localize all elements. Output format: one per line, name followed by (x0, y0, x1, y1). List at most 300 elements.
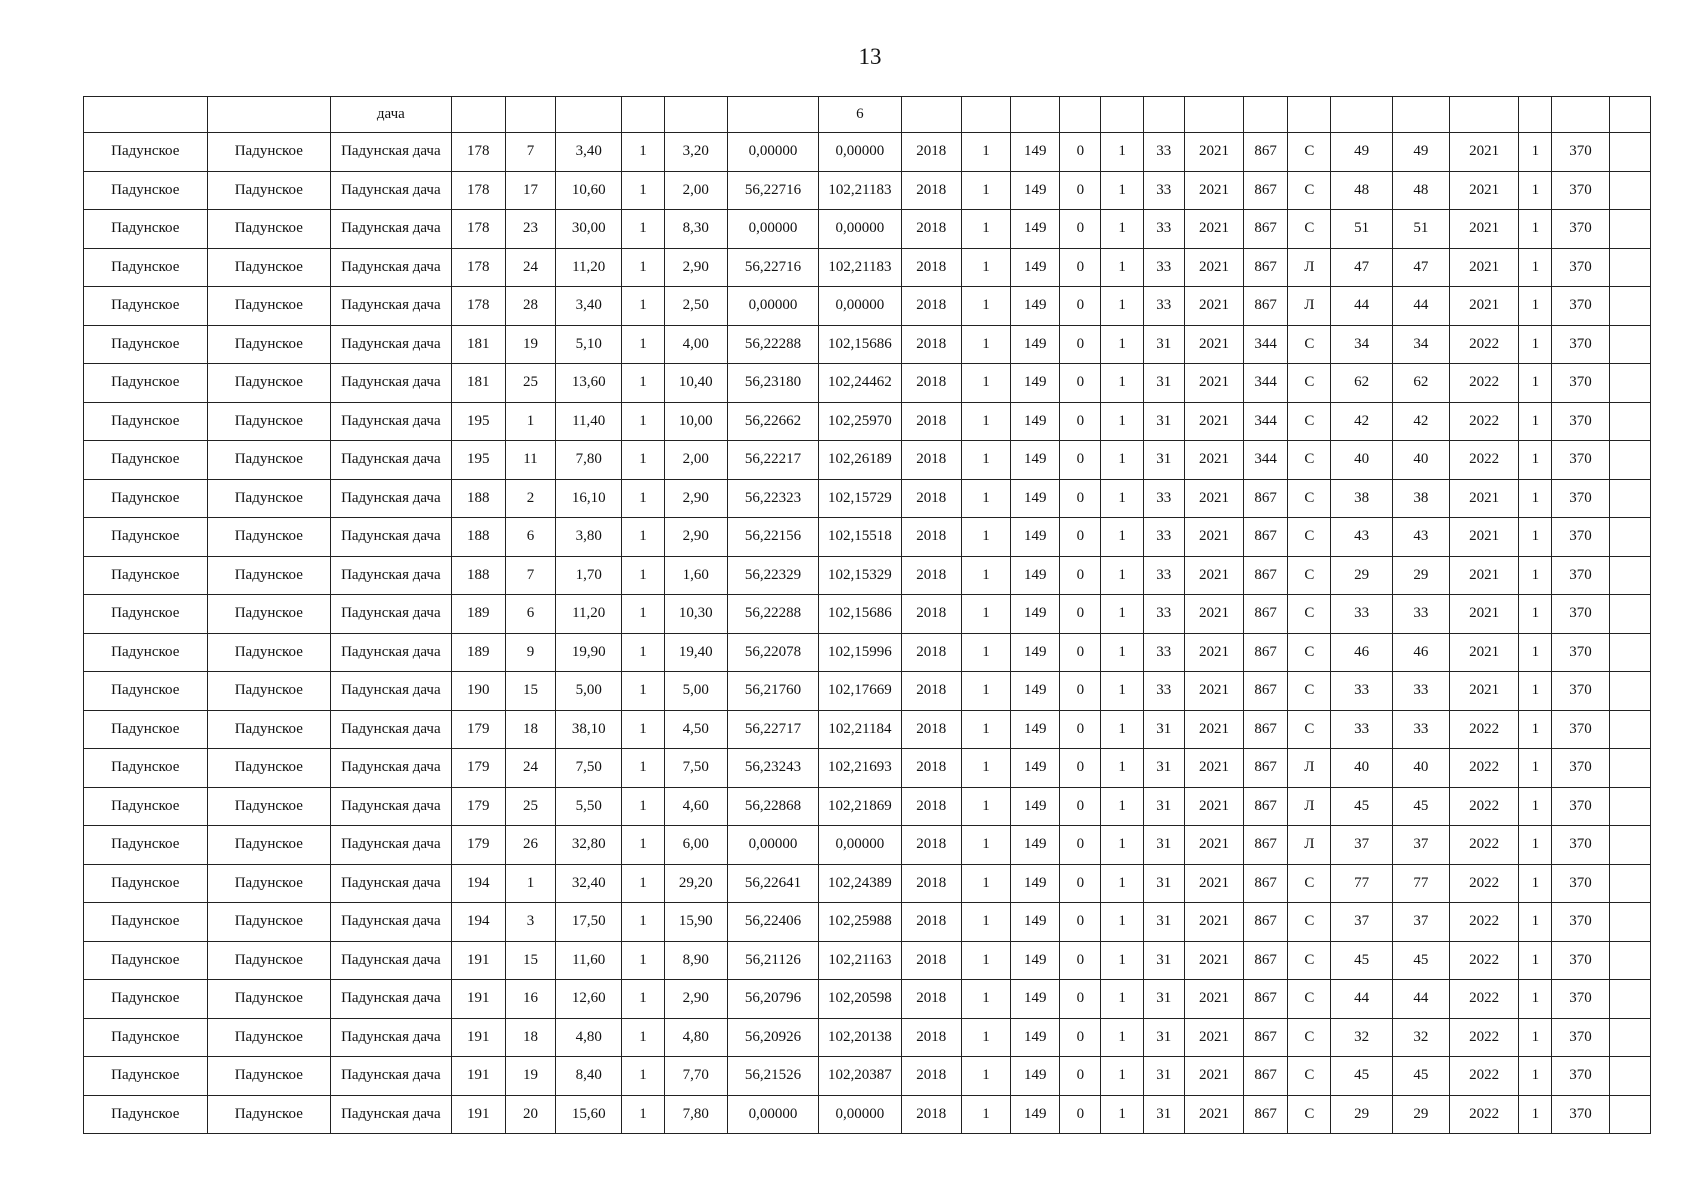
table-cell: 1 (622, 1057, 664, 1096)
table-cell: 2021 (1449, 672, 1518, 711)
table-cell: Падунское (207, 710, 331, 749)
table-cell: 102,25970 (819, 402, 901, 441)
table-row (84, 633, 1651, 672)
table-cell (1609, 672, 1650, 711)
table-cell (1244, 97, 1288, 133)
table-cell: 370 (1552, 1018, 1609, 1057)
table-cell: 867 (1244, 672, 1288, 711)
table-cell: 32,80 (556, 826, 622, 865)
table-cell: 0 (1060, 479, 1101, 518)
table-cell: 18 (505, 710, 555, 749)
table-cell (1609, 364, 1650, 403)
table-cell: 1 (1519, 595, 1552, 634)
table-cell: 102,17669 (819, 672, 901, 711)
table-cell: 149 (1011, 941, 1060, 980)
table-cell: 867 (1244, 171, 1288, 210)
table-cell: 102,15686 (819, 595, 901, 634)
table-cell: 2018 (901, 479, 961, 518)
table-cell: 31 (1143, 1057, 1184, 1096)
table-cell: 37 (1392, 826, 1449, 865)
table-cell: 47 (1392, 248, 1449, 287)
table-cell: 1 (1101, 595, 1143, 634)
table-cell: Падунская дача (331, 171, 452, 210)
table-cell (1392, 97, 1449, 133)
table-cell: 1 (1101, 248, 1143, 287)
table-cell: Л (1288, 749, 1331, 788)
table-cell: 149 (1011, 364, 1060, 403)
table-cell: 1 (1101, 749, 1143, 788)
table-cell: 0 (1060, 826, 1101, 865)
table-cell: С (1288, 864, 1331, 903)
table-cell: 370 (1552, 441, 1609, 480)
table-cell: 33 (1143, 133, 1184, 172)
table-cell: 1 (1101, 980, 1143, 1019)
table-cell: 56,22716 (727, 248, 818, 287)
table-cell: 46 (1392, 633, 1449, 672)
table-cell (1609, 749, 1650, 788)
table-cell: 370 (1552, 826, 1609, 865)
table-cell: 19,90 (556, 633, 622, 672)
table-cell: 10,40 (664, 364, 727, 403)
table-cell (901, 97, 961, 133)
table-cell: 191 (451, 1057, 505, 1096)
table-cell: 1 (622, 133, 664, 172)
table-cell: 149 (1011, 749, 1060, 788)
table-cell: 56,22323 (727, 479, 818, 518)
table-cell: 2018 (901, 1057, 961, 1096)
table-cell: Падунское (84, 595, 208, 634)
table-cell (1609, 903, 1650, 942)
table-cell: 2021 (1184, 325, 1243, 364)
table-cell: 102,21693 (819, 749, 901, 788)
table-cell: 2022 (1449, 941, 1518, 980)
table-cell: 33 (1392, 672, 1449, 711)
table-cell: 2022 (1449, 364, 1518, 403)
table-cell: 1 (961, 941, 1010, 980)
table-cell: 0 (1060, 210, 1101, 249)
table-cell: Падунская дача (331, 903, 452, 942)
table-cell (1609, 518, 1650, 557)
table-cell: 56,23180 (727, 364, 818, 403)
table-cell: 56,22716 (727, 171, 818, 210)
table-cell: 31 (1143, 402, 1184, 441)
table-cell: 2021 (1449, 556, 1518, 595)
table-cell: 149 (1011, 171, 1060, 210)
table-cell: 4,80 (556, 1018, 622, 1057)
table-cell: 181 (451, 364, 505, 403)
table-cell: Падунское (207, 1057, 331, 1096)
table-cell: 16,10 (556, 479, 622, 518)
table-cell: 1 (961, 287, 1010, 326)
table-cell: 1 (1519, 1095, 1552, 1134)
table-row (84, 595, 1651, 634)
table-cell: 26 (505, 826, 555, 865)
table-cell: 189 (451, 633, 505, 672)
table-cell: 0 (1060, 710, 1101, 749)
table-cell: 44 (1331, 980, 1392, 1019)
table-row (84, 710, 1651, 749)
table-cell: 2021 (1184, 210, 1243, 249)
table-cell: 1 (1519, 210, 1552, 249)
table-cell: 344 (1244, 364, 1288, 403)
table-cell: 2018 (901, 364, 961, 403)
table-cell: С (1288, 633, 1331, 672)
table-cell: 15 (505, 672, 555, 711)
table-cell: 178 (451, 287, 505, 326)
table-cell: 29 (1392, 556, 1449, 595)
table-cell: 102,15996 (819, 633, 901, 672)
table-cell: 1 (1519, 980, 1552, 1019)
table-cell: 1 (1101, 903, 1143, 942)
table-cell (1609, 1018, 1650, 1057)
table-cell: 178 (451, 133, 505, 172)
table-cell: 1 (1101, 710, 1143, 749)
table-body (84, 97, 1651, 1134)
table-cell: Падунское (84, 1095, 208, 1134)
table-cell: Падунское (84, 171, 208, 210)
table-cell: Падунское (207, 672, 331, 711)
table-cell: 12,60 (556, 980, 622, 1019)
table-cell: 9 (505, 633, 555, 672)
table-cell: 2021 (1449, 479, 1518, 518)
table-cell: 2021 (1449, 633, 1518, 672)
table-row (84, 287, 1651, 326)
table-cell: 370 (1552, 710, 1609, 749)
table-cell (1288, 97, 1331, 133)
table-cell: 1 (961, 518, 1010, 557)
table-cell: С (1288, 595, 1331, 634)
table-cell: 56,22868 (727, 787, 818, 826)
table-cell: 1 (961, 248, 1010, 287)
table-cell: Падунское (84, 364, 208, 403)
table-cell: 188 (451, 518, 505, 557)
table-cell: Л (1288, 826, 1331, 865)
table-cell: 149 (1011, 556, 1060, 595)
table-cell: 31 (1143, 903, 1184, 942)
table-cell: 2022 (1449, 325, 1518, 364)
table-cell: 11,20 (556, 248, 622, 287)
table-cell: 1 (1101, 364, 1143, 403)
table-cell: 51 (1392, 210, 1449, 249)
table-cell: 1 (1519, 633, 1552, 672)
table-cell: 0 (1060, 133, 1101, 172)
table-cell: 178 (451, 210, 505, 249)
table-cell: 102,21183 (819, 248, 901, 287)
table-cell: 19 (505, 325, 555, 364)
table-cell: 1 (1519, 710, 1552, 749)
table-cell: Падунское (84, 287, 208, 326)
table-cell: 1 (961, 171, 1010, 210)
table-cell (1609, 479, 1650, 518)
table-cell: 42 (1392, 402, 1449, 441)
table-cell: Падунское (207, 595, 331, 634)
table-cell: 102,20598 (819, 980, 901, 1019)
table-row (84, 171, 1651, 210)
table-cell: 370 (1552, 171, 1609, 210)
table-cell: 32,40 (556, 864, 622, 903)
table-cell: 2021 (1184, 364, 1243, 403)
table-cell: 1 (1101, 556, 1143, 595)
table-cell: 2022 (1449, 441, 1518, 480)
table-cell: С (1288, 556, 1331, 595)
table-cell: Падунское (207, 171, 331, 210)
table-cell: Падунская дача (331, 633, 452, 672)
table-cell: 56,22078 (727, 633, 818, 672)
table-cell: С (1288, 903, 1331, 942)
table-cell: Падунская дача (331, 864, 452, 903)
table-cell: 370 (1552, 402, 1609, 441)
table-cell: Падунское (84, 826, 208, 865)
table-cell: 32 (1331, 1018, 1392, 1057)
table-row (84, 787, 1651, 826)
table-cell: Падунская дача (331, 210, 452, 249)
table-cell: Падунская дача (331, 749, 452, 788)
table-cell: 867 (1244, 710, 1288, 749)
table-cell: Падунское (84, 672, 208, 711)
table-cell: 47 (1331, 248, 1392, 287)
table-cell: 867 (1244, 864, 1288, 903)
table-cell: 1 (1519, 441, 1552, 480)
table-cell: 62 (1331, 364, 1392, 403)
table-cell: 51 (1331, 210, 1392, 249)
table-cell: 0 (1060, 941, 1101, 980)
table-cell: 0 (1060, 518, 1101, 557)
table-cell: 1 (1101, 941, 1143, 980)
table-cell: 1 (622, 1095, 664, 1134)
table-cell: 1 (1519, 325, 1552, 364)
table-cell: 45 (1392, 787, 1449, 826)
table-cell: 2,90 (664, 518, 727, 557)
table-cell: 2,90 (664, 248, 727, 287)
table-cell: 33 (1392, 595, 1449, 634)
table-cell: 2,50 (664, 287, 727, 326)
table-cell: 344 (1244, 325, 1288, 364)
table-cell: 43 (1331, 518, 1392, 557)
table-cell: С (1288, 518, 1331, 557)
table-cell: 102,15686 (819, 325, 901, 364)
table-cell: 8,30 (664, 210, 727, 249)
table-cell: 1 (622, 248, 664, 287)
table-cell: 1 (1101, 402, 1143, 441)
table-cell: 56,23243 (727, 749, 818, 788)
table-cell: Л (1288, 248, 1331, 287)
table-cell: 18 (505, 1018, 555, 1057)
table-cell (1609, 402, 1650, 441)
table-cell: 149 (1011, 595, 1060, 634)
table-cell: Падунская дача (331, 402, 452, 441)
table-cell: 33 (1143, 479, 1184, 518)
table-cell: Падунское (84, 633, 208, 672)
table-cell: Падунское (84, 903, 208, 942)
table-row (84, 97, 1651, 133)
table-cell: 33 (1143, 556, 1184, 595)
table-cell: С (1288, 941, 1331, 980)
table-cell: 31 (1143, 980, 1184, 1019)
table-cell: Падунская дача (331, 980, 452, 1019)
table-cell: 191 (451, 980, 505, 1019)
table-cell: 867 (1244, 1057, 1288, 1096)
table-row (84, 441, 1651, 480)
table-cell: 1 (1101, 133, 1143, 172)
table-cell: Падунское (207, 556, 331, 595)
table-cell: Падунское (84, 441, 208, 480)
table-cell: 2021 (1184, 787, 1243, 826)
table-cell: Падунская дача (331, 595, 452, 634)
table-row (84, 1057, 1651, 1096)
table-cell: 370 (1552, 364, 1609, 403)
table-cell: С (1288, 672, 1331, 711)
table-cell: 867 (1244, 980, 1288, 1019)
table-cell: 1 (961, 1018, 1010, 1057)
table-cell: 2021 (1184, 479, 1243, 518)
table-row (84, 864, 1651, 903)
table-cell (451, 97, 505, 133)
table-cell (1609, 133, 1650, 172)
table-cell: 178 (451, 248, 505, 287)
table-cell: 1 (1519, 248, 1552, 287)
table-cell: 102,20387 (819, 1057, 901, 1096)
table-cell: Падунское (84, 133, 208, 172)
table-cell: 102,21184 (819, 710, 901, 749)
table-cell: 867 (1244, 633, 1288, 672)
table-cell: 0 (1060, 287, 1101, 326)
table-cell: 56,20796 (727, 980, 818, 1019)
table-cell: 44 (1392, 287, 1449, 326)
table-cell: 102,25988 (819, 903, 901, 942)
table-cell: Падунская дача (331, 325, 452, 364)
table-cell: 0 (1060, 787, 1101, 826)
table-cell: 2,00 (664, 171, 727, 210)
table-cell: 2018 (901, 518, 961, 557)
table-cell: 4,80 (664, 1018, 727, 1057)
table-cell (1184, 97, 1243, 133)
table-cell: Падунская дача (331, 479, 452, 518)
table-cell: 1 (622, 710, 664, 749)
table-cell: 31 (1143, 1018, 1184, 1057)
table-cell: 1 (961, 210, 1010, 249)
table-cell: 4,50 (664, 710, 727, 749)
table-cell: 149 (1011, 479, 1060, 518)
table-cell: Падунское (207, 287, 331, 326)
table-cell: 56,22288 (727, 595, 818, 634)
table-cell: 370 (1552, 210, 1609, 249)
table-cell: 2022 (1449, 864, 1518, 903)
table-cell: 38 (1331, 479, 1392, 518)
table-cell: 2022 (1449, 1095, 1518, 1134)
table-cell: 17 (505, 171, 555, 210)
table-cell: 370 (1552, 325, 1609, 364)
table-cell: 2022 (1449, 1018, 1518, 1057)
table-cell: 7 (505, 133, 555, 172)
table-cell: 1 (622, 980, 664, 1019)
table-cell: Падунское (84, 1018, 208, 1057)
table-cell: 1 (1519, 1018, 1552, 1057)
table-cell: 2018 (901, 826, 961, 865)
table-cell: 188 (451, 479, 505, 518)
table-cell: 1 (1519, 402, 1552, 441)
table-cell: 6 (505, 595, 555, 634)
table-cell: 2018 (901, 672, 961, 711)
table-cell (1609, 941, 1650, 980)
table-cell: 1 (622, 826, 664, 865)
table-cell: 102,15329 (819, 556, 901, 595)
table-cell (1609, 980, 1650, 1019)
table-cell: Падунское (207, 1018, 331, 1057)
table-cell: 1 (622, 287, 664, 326)
table-cell (1331, 97, 1392, 133)
table-cell: Падунская дача (331, 518, 452, 557)
table-cell: 33 (1143, 672, 1184, 711)
table-cell: 37 (1331, 826, 1392, 865)
table-cell: 2018 (901, 133, 961, 172)
table-row (84, 325, 1651, 364)
table-cell: 56,21126 (727, 941, 818, 980)
table-cell: 19 (505, 1057, 555, 1096)
table-cell (727, 97, 818, 133)
table-cell: 1 (622, 556, 664, 595)
table-cell: 0 (1060, 595, 1101, 634)
table-cell: 370 (1552, 787, 1609, 826)
table-cell: Падунское (207, 1095, 331, 1134)
table-cell: 2018 (901, 1018, 961, 1057)
table-cell: 2021 (1449, 287, 1518, 326)
table-cell: 102,15729 (819, 479, 901, 518)
table-cell: 30,00 (556, 210, 622, 249)
table-cell: 0 (1060, 402, 1101, 441)
table-cell: Падунское (207, 248, 331, 287)
table-cell: Падунская дача (331, 1057, 452, 1096)
table-cell: 1 (961, 710, 1010, 749)
table-cell: 25 (505, 787, 555, 826)
table-cell (1519, 97, 1552, 133)
table-cell: Падунское (207, 826, 331, 865)
table-cell: 33 (1143, 595, 1184, 634)
table-cell: Падунская дача (331, 287, 452, 326)
table-cell: 7,80 (556, 441, 622, 480)
table-cell: 149 (1011, 1057, 1060, 1096)
table-cell: 40 (1392, 441, 1449, 480)
table-cell (207, 97, 331, 133)
table-cell: 4,60 (664, 787, 727, 826)
table-cell: 44 (1331, 287, 1392, 326)
table-cell: 1 (622, 633, 664, 672)
table-cell: 149 (1011, 210, 1060, 249)
table-cell: 1 (961, 133, 1010, 172)
table-cell: 1 (1519, 826, 1552, 865)
table-cell: 0,00000 (819, 287, 901, 326)
table-cell: Падунское (84, 710, 208, 749)
table-cell: 194 (451, 864, 505, 903)
table-cell: 1 (622, 171, 664, 210)
table-cell: 37 (1331, 903, 1392, 942)
table-cell: 867 (1244, 133, 1288, 172)
table-cell: Падунское (207, 980, 331, 1019)
table-cell (1609, 210, 1650, 249)
table-cell: 56,22641 (727, 864, 818, 903)
table-cell: 191 (451, 941, 505, 980)
table-cell: 45 (1331, 787, 1392, 826)
table-cell: 1 (1101, 287, 1143, 326)
table-cell (1609, 633, 1650, 672)
table-row (84, 248, 1651, 287)
table-cell: 194 (451, 903, 505, 942)
table-cell: 191 (451, 1095, 505, 1134)
table-row (84, 749, 1651, 788)
table-cell: Падунское (207, 479, 331, 518)
table-cell: 49 (1331, 133, 1392, 172)
table-cell: С (1288, 441, 1331, 480)
table-cell (961, 97, 1010, 133)
